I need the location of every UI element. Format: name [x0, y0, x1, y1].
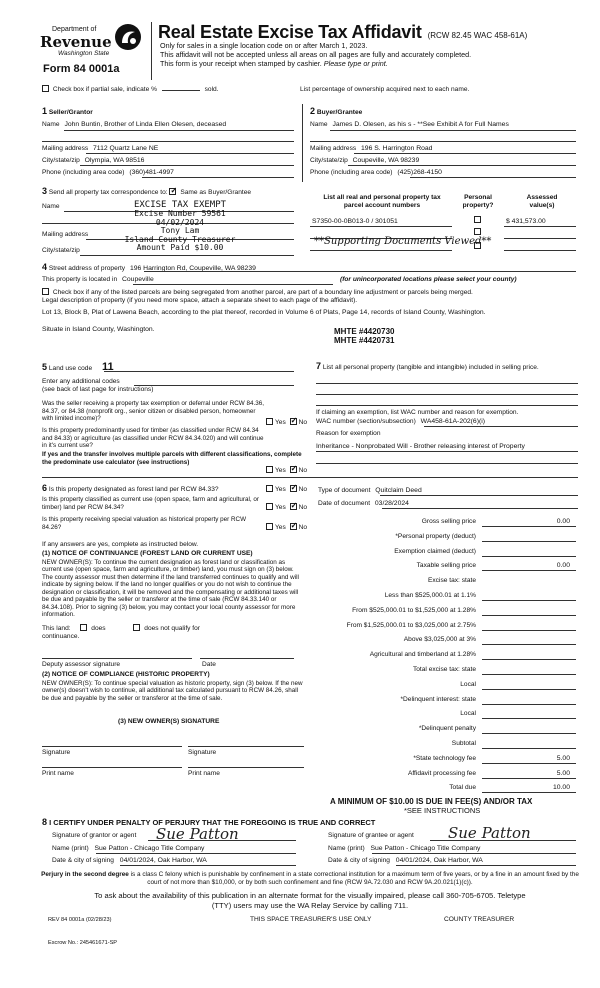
seller-name-label: Name	[42, 121, 60, 128]
buyer-city-line	[348, 165, 576, 166]
s6-q1-no-checkbox[interactable]	[290, 485, 297, 492]
form-title: Real Estate Excise Tax Affidavit	[158, 22, 422, 42]
calc-value[interactable]: 10.00	[552, 784, 570, 792]
add-codes-line	[134, 385, 294, 386]
calc-value[interactable]: 5.00	[556, 754, 570, 762]
no-label: No	[298, 486, 308, 493]
header-sub-3-italic: Please type or print.	[323, 59, 388, 68]
land-use-row	[42, 361, 114, 374]
grantor-signature[interactable]: Sue Patton	[156, 825, 239, 843]
grantee-date-line	[396, 865, 576, 866]
grantee-date-label: Date & city of signing	[328, 857, 390, 864]
treasurer-use-label: THIS SPACE TREASURER'S USE ONLY	[250, 916, 372, 923]
calc-value[interactable]: 0.00	[556, 562, 570, 570]
section6-number: 6	[42, 483, 48, 493]
continuance-label: continuance.	[42, 633, 80, 640]
located-row	[42, 276, 154, 284]
personal-header	[460, 194, 496, 210]
parcel-line-1	[310, 226, 452, 227]
s6-q1-row	[42, 483, 219, 494]
grantor-sig-line	[148, 840, 296, 841]
calc-line	[482, 674, 576, 675]
deputy-signature-line[interactable]	[42, 658, 192, 659]
seller-mail-field[interactable]: 7112 Quartz Lane NE	[93, 145, 159, 152]
land-use-field[interactable]: 11	[101, 361, 114, 373]
section3-number: 3	[42, 186, 48, 196]
grantor-date-line	[120, 865, 296, 866]
seller-name-line	[64, 130, 294, 131]
s6-q2-no-checkbox[interactable]	[290, 503, 297, 510]
s1-s2-divider	[302, 104, 303, 182]
value-line-2	[504, 238, 576, 239]
grantee-name-label: Name (print)	[328, 845, 365, 852]
buyer-phone-label: Phone (including area code)	[310, 169, 393, 176]
same-as-buyer-label: Same as Buyer/Grantee	[180, 189, 252, 196]
section2-label: Buyer/Grantee	[316, 109, 363, 116]
section8-number: 8	[42, 817, 48, 827]
section1-title	[42, 106, 93, 117]
seller-city-label: City/state/zip	[42, 157, 80, 164]
seller-mail-line	[86, 153, 294, 154]
parcel-account-1[interactable]: S7350-00-0B013-0 / 301051	[312, 218, 398, 225]
does-not-label: does not qualify for	[144, 625, 200, 632]
calc-label: Total due	[449, 784, 476, 792]
this-land-label: This land:	[42, 625, 71, 632]
s5-q2-answers	[266, 466, 307, 475]
calc-label: *Delinquent penalty	[418, 725, 476, 733]
located-note: (for unincorporated locations please select your county)	[340, 276, 517, 283]
section3-label: Send all property tax correspondence to:	[48, 189, 168, 196]
signature-label-1: Signature	[42, 749, 71, 756]
add-codes-label: Enter any additional codes	[42, 378, 120, 385]
seller-name-line-2	[42, 141, 294, 142]
s5-q2-yes-checkbox[interactable]	[266, 466, 273, 473]
grantee-signature[interactable]: Sue Patton	[448, 824, 531, 842]
value-line-3	[504, 250, 576, 251]
yes-label: Yes	[275, 486, 286, 493]
s3-city-line	[80, 255, 294, 256]
section3-title	[42, 186, 251, 197]
form-rcw: (RCW 82.45 WAC 458-61A)	[427, 31, 528, 40]
calc-label: Subtotal	[451, 740, 476, 747]
stamp-line-6: Amount Paid $10.00	[136, 243, 224, 252]
form-number: Form 84 0001a	[43, 63, 120, 75]
buyer-name-line-2	[310, 141, 576, 142]
grantor-name-field[interactable]: Sue Patton - Chicago Title Company	[94, 845, 205, 852]
partial-sale-label: Check box if partial sale, indicate %	[52, 86, 157, 93]
dept-of-label: Department of	[52, 26, 97, 33]
doc-date-row	[318, 500, 409, 508]
land-use-label: Land use code	[48, 365, 93, 372]
s6-if-yes: If any answers are yes, complete as instructed below.	[42, 541, 199, 548]
assessed-header	[512, 194, 572, 210]
seller-mail-label: Mailing address	[42, 145, 89, 152]
doc-type-line	[380, 495, 578, 496]
dor-logo-icon	[113, 22, 143, 52]
stamp-line-2: Excise Number 59561	[134, 209, 226, 219]
segregate-checkbox[interactable]	[42, 288, 49, 295]
seller-phone-label: Phone (including area code)	[42, 169, 125, 176]
located-label: This property is located in	[42, 276, 118, 283]
seller-mail-row	[42, 145, 158, 153]
parcel-line-3	[310, 250, 452, 251]
doc-type-label: Type of document	[318, 487, 371, 494]
signature-label-2: Signature	[188, 749, 217, 756]
buyer-mail-label: Mailing address	[310, 145, 357, 152]
segregate-label: Check box if any of the listed parcels are being segregated from another parcel, are part of a boundary line adjustment or parcels being merged.	[52, 289, 473, 296]
s6-q2-yes-checkbox[interactable]	[266, 503, 273, 510]
buyer-phone-field[interactable]: (425)268-4150	[397, 169, 442, 176]
s6-q2-answers	[266, 503, 307, 512]
buyer-city-field[interactable]: Coupeville, WA 98239	[352, 157, 420, 164]
section1-number: 1	[42, 106, 48, 116]
stamp-line-1: EXCISE TAX EXEMPT	[133, 200, 227, 210]
s3-city-label: City/state/zip	[42, 247, 80, 254]
calc-label: Local	[460, 710, 476, 718]
ownership-note: List percentage of ownership acquired next to each name.	[300, 86, 470, 93]
calc-line	[482, 733, 576, 734]
assessed-header-1: Assessed	[526, 194, 558, 201]
grantor-name-row	[52, 845, 204, 853]
seller-city-field[interactable]: Olympia, WA 98516	[84, 157, 145, 164]
add-codes-note: (see back of last page for instructions)	[42, 386, 154, 393]
s6-q3: Is this property receiving special valuation as historical property per RCW 84.26?	[42, 516, 247, 531]
notice1-text: NEW OWNER(S): To continue the current designation as forest land or classification as current use (open space, farm and agriculture, or timber) land, you must sign on (3) below. The county assessor must then determine if the land transferred continues to qualify and will indicate by signing below. If the land no longer qualifies or you do not wish to continue the designation or classification, it will be removed and the compensating or additional taxes will be due and payable by the seller or transferor at the time of sale (RCW 84.33.140 or 84.34.108). Prior to signing (3) below, you may contact your local county assessor for more information.	[42, 559, 299, 618]
buyer-mail-row	[310, 145, 432, 153]
owner-signature-line-1[interactable]	[42, 746, 182, 747]
reason-label: Reason for exemption	[316, 430, 381, 437]
segregate-row	[42, 288, 473, 297]
calc-line	[482, 718, 576, 719]
minimum-due-note: A MINIMUM OF $10.00 IS DUE IN FEE(S) AND/OR TAX	[330, 797, 533, 806]
grantor-date-label: Date & city of signing	[52, 857, 114, 864]
wac-row	[316, 418, 485, 426]
calc-value[interactable]: 0.00	[556, 518, 570, 525]
seller-name-row	[42, 121, 226, 129]
seller-name-field[interactable]: John Buntin, Brother of Linda Ellen Olesen, deceased	[64, 121, 227, 128]
notice2-title: (2) NOTICE OF COMPLIANCE (HISTORIC PROPERTY)	[42, 671, 210, 678]
wac-instructions: If claiming an exemption, list WAC number and reason for exemption.	[316, 409, 519, 416]
section4-number: 4	[42, 262, 48, 272]
street-line	[144, 271, 576, 272]
s5-q2-no-checkbox[interactable]	[290, 466, 297, 473]
buyer-phone-row	[310, 169, 442, 177]
washington-state-label: Washington State	[58, 50, 110, 57]
partial-sold-label: sold.	[204, 86, 219, 93]
notice1-title: (1) NOTICE OF CONTINUANCE (FOREST LAND OR CURRENT USE)	[42, 550, 253, 557]
no-label: No	[298, 504, 308, 511]
personal-header-2: property?	[462, 201, 494, 209]
s7-line-3	[316, 405, 578, 406]
calc-label: Above $3,025,000 at 3%	[403, 636, 476, 644]
calc-label: Local	[460, 680, 476, 688]
calc-line	[482, 748, 576, 749]
situate-text: Situate in Island County, Washington.	[42, 326, 155, 333]
wac-line	[424, 426, 578, 427]
section1-label: Seller/Grantor	[48, 109, 93, 116]
buyer-name-field[interactable]: James D. Olesen, as his s - **See Exhibit A for Full Names	[332, 121, 509, 128]
alt-format-notice-2: (TTY) users may use the WA Relay Service by calling 711.	[211, 901, 409, 910]
calc-label: Excise tax: state	[427, 577, 476, 585]
same-as-buyer-checkbox[interactable]	[169, 188, 176, 195]
buyer-city-row	[310, 157, 419, 165]
calc-label: *Delinquent interest: state	[400, 695, 476, 703]
calc-line	[482, 556, 576, 557]
deputy-date-label: Date	[202, 661, 216, 668]
reason-field[interactable]: Inheritance - Nonprobated Will - Brother releasing interest of Property	[316, 443, 525, 450]
header-sub-2: This affidavit will not be accepted unless all areas on all pages are fully and accurately completed.	[160, 50, 472, 59]
rev-number: REV 84 0001a (02/28/23)	[48, 917, 112, 923]
grantee-name-line	[372, 853, 576, 854]
located-line	[133, 284, 333, 285]
mhte-2: MHTE #4420731	[334, 336, 395, 345]
reason-line	[316, 451, 578, 452]
calc-line	[482, 541, 576, 542]
s5-q2: Is this property predominantly used for timber (as classified under RCW 84.34 and 84.33) or agriculture (as classified under RCW 84.34.020) and will continue in it's current use?	[42, 427, 264, 450]
s5-q1-yes-checkbox[interactable]	[266, 418, 273, 425]
calc-line	[482, 615, 576, 616]
grantee-name-row	[328, 845, 480, 853]
calc-line	[482, 644, 576, 645]
calc-label: *State technology fee	[413, 754, 476, 762]
alt-format-notice-1: To ask about the availability of this publication in an alternate format for the visually impaired, please call 360-705-6705. Teletype	[94, 891, 526, 900]
doc-date-line	[382, 508, 578, 509]
value-line-1	[504, 226, 576, 227]
print-name-line-1[interactable]	[42, 767, 182, 768]
reason-line-2	[316, 463, 578, 464]
legal-description[interactable]: Lot 13, Block B, Plat of Lawena Beach, according to the plat thereof, recorded in Volume 6 of Plats, Page 14, records of Island County, Washington.	[42, 309, 486, 316]
grantor-name-label: Name (print)	[52, 845, 89, 852]
s6-q1-yes-checkbox[interactable]	[266, 485, 273, 492]
grantor-sig-label: Signature of grantor or agent	[52, 832, 137, 839]
s7-line-1	[316, 383, 578, 384]
yes-label: Yes	[275, 524, 286, 531]
mhte-1: MHTE #4420730	[334, 327, 395, 336]
notice3-title: (3) NEW OWNER(S) SIGNATURE	[118, 718, 220, 725]
yes-label: Yes	[275, 504, 286, 511]
street-label: Street address of property	[48, 265, 126, 272]
s6-q2: Is this property classified as current use (open space, farm and agricultural, or timber) land per RCW 84.34?	[42, 496, 259, 511]
see-instructions-note: *SEE INSTRUCTIONS	[404, 806, 481, 815]
parcel-header-2: parcel account numbers	[343, 201, 421, 209]
s5-q1-no-checkbox[interactable]	[290, 418, 297, 425]
stamp-line-5: Island County Treasurer	[124, 234, 236, 244]
partial-sale-row	[42, 85, 219, 94]
s6-q1: Is this property designated as forest land per RCW 84.33?	[48, 486, 219, 493]
perjury-notice	[36, 871, 584, 886]
section7-text	[316, 361, 578, 372]
header-sub-3	[160, 60, 388, 69]
s6-q3-yes-checkbox[interactable]	[266, 523, 273, 530]
parcel-personal-3	[474, 242, 483, 251]
does-label: does	[91, 625, 106, 632]
seller-city-row	[42, 157, 144, 165]
calc-line	[482, 704, 576, 705]
stamp-line-4: Tony Lam	[160, 226, 200, 236]
parcel-personal-1	[474, 216, 483, 225]
located-field[interactable]: Coupeville	[121, 276, 154, 283]
grantee-name-field[interactable]: Sue Patton - Chicago Title Company	[370, 845, 481, 852]
section5-number: 5	[42, 362, 48, 372]
calc-label: Agricultural and timberland at 1.28%	[369, 651, 476, 659]
calc-label: Gross selling price	[421, 518, 476, 525]
buyer-city-label: City/state/zip	[310, 157, 348, 164]
buyer-phone-line	[410, 177, 576, 178]
buyer-mail-field[interactable]: 196 S. Harrington Road	[361, 145, 433, 152]
calc-label: Total excise tax: state	[412, 666, 476, 673]
county-treasurer-label: COUNTY TREASURER	[444, 916, 515, 923]
print-name-label-1: Print name	[42, 770, 74, 777]
treasurer-exempt-stamp	[110, 201, 250, 252]
parcel-value-1[interactable]: $ 431,573.00	[506, 218, 546, 225]
buyer-name-label: Name	[310, 121, 328, 128]
doc-date-label: Date of document	[318, 500, 371, 507]
revenue-logo-text: Revenue	[40, 33, 112, 51]
calc-label: Exemption claimed (deduct)	[394, 547, 476, 555]
calc-value[interactable]: 5.00	[556, 769, 570, 777]
escrow-number: Escrow No.: 245461671-SP	[48, 940, 118, 946]
buyer-mail-line	[354, 153, 576, 154]
s3-mail-label: Mailing address	[42, 231, 89, 238]
wac-label: WAC number (section/subsection)	[316, 418, 416, 425]
calc-label: From $525,000.01 to $1,525,000 at 1.28%	[352, 606, 476, 614]
print-name-label-2: Print name	[188, 770, 220, 777]
perjury-bold: Perjury in the second degree	[41, 871, 129, 878]
land-use-line	[104, 371, 294, 372]
this-land-row	[42, 624, 200, 633]
perjury-text: is a class C felony which is punishable by confinement in a state correctional institution for a maximum term of five years, or by a fine in an amount fixed by the court of not more than $10,000, or by both such confinement and fine (RCW 9A.72.030 and RCW 9A.20.021(1)(c)).	[128, 871, 579, 886]
header-sub-1: Only for sales in a single location code on or after March 1, 2023.	[160, 41, 368, 50]
no-label: No	[298, 524, 308, 531]
section7-number: 7	[316, 361, 322, 371]
section7-label: List all personal property (tangible and intangible) included in selling price.	[322, 364, 539, 371]
grantor-name-line	[96, 853, 296, 854]
partial-percent-field[interactable]	[162, 90, 200, 91]
seller-phone-line	[142, 177, 294, 178]
owner-signature-line-2[interactable]	[188, 746, 304, 747]
certify-label: I CERTIFY UNDER PENALTY OF PERJURY THAT THE FOREGOING IS TRUE AND CORRECT	[49, 818, 376, 827]
deputy-signature-label: Deputy assessor signature	[42, 661, 121, 668]
s7-line-2	[316, 394, 578, 395]
parcel-header-1: List all real and personal property tax	[323, 194, 441, 201]
calc-label: *Personal property (deduct)	[395, 532, 476, 540]
yes-label: Yes	[275, 419, 286, 426]
legal-instructions: Legal description of property (if you need more space, attach a separate sheet to each page of the affidavit).	[42, 297, 358, 304]
grantor-date-field[interactable]: 04/01/2024, Oak Harbor, WA	[119, 857, 207, 864]
grantee-date-row	[328, 857, 483, 865]
calc-label: Less than $525,000.01 at 1.1%	[384, 592, 476, 599]
does-checkbox[interactable]	[80, 624, 87, 631]
stamp-line-3: 04/02/2024	[155, 217, 205, 227]
partial-sale-checkbox[interactable]	[42, 85, 49, 92]
doc-type-field[interactable]: Quitclaim Deed	[375, 487, 422, 494]
calc-line	[482, 600, 576, 601]
personal-property-checkbox-1[interactable]	[474, 216, 481, 223]
doc-type-row	[318, 487, 422, 495]
no-label: No	[298, 419, 308, 426]
s6-q3-no-checkbox[interactable]	[290, 523, 297, 530]
s5-q1: Was the seller receiving a property tax exemption or deferral under RCW 84.36, 84.37, or 84.38 (nonprofit org., senior citizen or disabled person, homeowner with limited income)?	[42, 400, 265, 423]
s3-name-label: Name	[42, 203, 60, 210]
calc-label: Taxable selling price	[416, 562, 476, 570]
assessed-header-2: value(s)	[529, 201, 555, 209]
s6-q1-answers	[266, 485, 307, 494]
parcel-header	[312, 194, 452, 210]
calc-label: From $1,525,000.01 to $3,025,000 at 2.75%	[346, 621, 476, 629]
notice2-text: NEW OWNER(S): To continue special valuation as historic property, sign (3) below. If the new owner(s) doesn't wish to continue, all additional tax calculated pursuant to RCW 84.26, shall be due and payable by the seller or transferor at the time of sale.	[42, 680, 303, 702]
calc-line	[482, 689, 576, 690]
seller-city-line	[80, 165, 294, 166]
wac-field[interactable]: WA458-61A-202(6)(i)	[420, 418, 485, 425]
no-label: No	[298, 467, 308, 474]
s5-divider	[42, 477, 578, 478]
grantee-date-field[interactable]: 04/01/2024, Oak Harbor, WA	[395, 857, 483, 864]
calc-line	[482, 630, 576, 631]
supporting-docs-stamp: **Supporting Documents Viewed**	[314, 236, 492, 247]
personal-property-checkbox-3[interactable]	[474, 242, 481, 249]
street-field[interactable]: 196 Harrington Rd, Coupeville, WA 98239	[129, 265, 256, 272]
calc-label: Affidavit processing fee	[407, 769, 476, 777]
doc-date-field[interactable]: 03/28/2024	[374, 500, 409, 507]
does-not-checkbox[interactable]	[133, 624, 140, 631]
header-divider	[151, 22, 152, 80]
header-sub-3-text: This form is your receipt when stamped by cashier.	[160, 59, 322, 68]
deputy-date-line[interactable]	[200, 658, 294, 659]
grantee-sig-label: Signature of grantee or agent	[328, 832, 414, 839]
grantee-sig-line	[430, 840, 576, 841]
section2-title	[310, 106, 362, 117]
personal-header-1: Personal	[464, 194, 492, 201]
buyer-name-row	[310, 121, 509, 129]
personal-property-checkbox-2[interactable]	[474, 228, 481, 235]
grantor-date-row	[52, 857, 207, 865]
s5-q2b: If yes and the transfer involves multiple parcels with different classifications, complete the predominate use calculator (see instructions)	[42, 451, 302, 466]
seller-phone-field[interactable]: (360)481-4997	[129, 169, 174, 176]
yes-label: Yes	[275, 467, 286, 474]
section2-number: 2	[310, 106, 316, 116]
seller-phone-row	[42, 169, 174, 177]
buyer-name-line	[330, 130, 576, 131]
calc-line	[482, 659, 576, 660]
print-name-line-2[interactable]	[188, 767, 304, 768]
s5-q1-answers	[266, 418, 307, 427]
